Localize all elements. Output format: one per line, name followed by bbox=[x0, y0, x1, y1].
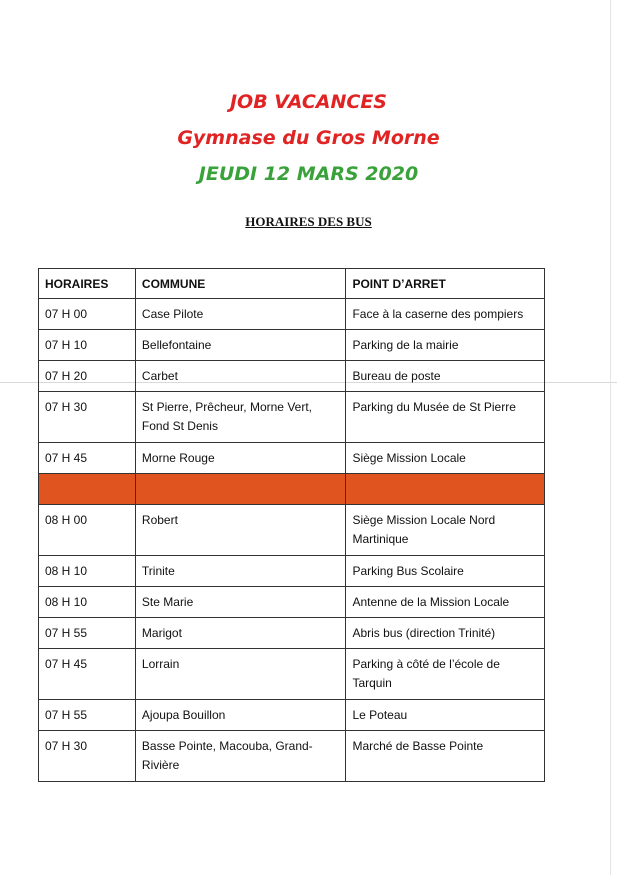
cell-stop: Parking du Musée de St Pierre bbox=[346, 392, 545, 443]
cell-commune: Basse Pointe, Macouba, Grand-Rivière bbox=[135, 731, 346, 782]
title-block bbox=[0, 84, 617, 192]
table-header-row bbox=[39, 269, 545, 299]
cell-commune: Morne Rouge bbox=[135, 443, 346, 474]
header-commune: COMMUNE bbox=[135, 269, 346, 299]
cell-time: 07 H 10 bbox=[39, 330, 136, 361]
cell-stop: Parking à côté de l’école de Tarquin bbox=[346, 649, 545, 700]
cell-time: 07 H 55 bbox=[39, 618, 136, 649]
cell-time: 07 H 45 bbox=[39, 649, 136, 700]
cell-stop: Abris bus (direction Trinité) bbox=[346, 618, 545, 649]
separator-row bbox=[39, 474, 545, 505]
table-row bbox=[39, 649, 545, 700]
separator-cell bbox=[346, 474, 545, 505]
table-row bbox=[39, 330, 545, 361]
cell-commune: Ajoupa Bouillon bbox=[135, 700, 346, 731]
title-date: JEUDI 12 MARS 2020 bbox=[198, 163, 419, 185]
cell-time: 07 H 45 bbox=[39, 443, 136, 474]
table-row bbox=[39, 443, 545, 474]
separator-cell bbox=[135, 474, 346, 505]
cell-stop: Bureau de poste bbox=[346, 361, 545, 392]
table-row bbox=[39, 361, 545, 392]
cell-time: 07 H 20 bbox=[39, 361, 136, 392]
cell-stop: Siège Mission Locale Nord Martinique bbox=[346, 505, 545, 556]
cell-time: 08 H 10 bbox=[39, 556, 136, 587]
cell-stop: Marché de Basse Pointe bbox=[346, 731, 545, 782]
table-row bbox=[39, 700, 545, 731]
cell-commune: Bellefontaine bbox=[135, 330, 346, 361]
cell-commune: Marigot bbox=[135, 618, 346, 649]
header-horaires: HORAIRES bbox=[39, 269, 136, 299]
cell-commune: Trinite bbox=[135, 556, 346, 587]
bus-schedule-table bbox=[38, 268, 545, 782]
cell-time: 08 H 00 bbox=[39, 505, 136, 556]
table-row bbox=[39, 731, 545, 782]
header-point-arret: POINT D’ARRET bbox=[346, 269, 545, 299]
cell-time: 07 H 30 bbox=[39, 392, 136, 443]
cell-time: 07 H 00 bbox=[39, 299, 136, 330]
cell-time: 07 H 55 bbox=[39, 700, 136, 731]
cell-stop: Face à la caserne des pompiers bbox=[346, 299, 545, 330]
cell-stop: Parking de la mairie bbox=[346, 330, 545, 361]
cell-stop: Le Poteau bbox=[346, 700, 545, 731]
table-row bbox=[39, 618, 545, 649]
table-row bbox=[39, 587, 545, 618]
cell-commune: Robert bbox=[135, 505, 346, 556]
cell-stop: Antenne de la Mission Locale bbox=[346, 587, 545, 618]
subtitle-bus-schedule: HORAIRES DES BUS bbox=[245, 214, 372, 229]
table-row bbox=[39, 392, 545, 443]
title-venue: Gymnase du Gros Morne bbox=[177, 127, 440, 149]
separator-cell bbox=[39, 474, 136, 505]
cell-commune: Lorrain bbox=[135, 649, 346, 700]
cell-stop: Siège Mission Locale bbox=[346, 443, 545, 474]
table-row bbox=[39, 299, 545, 330]
cell-time: 07 H 30 bbox=[39, 731, 136, 782]
cell-commune: St Pierre, Prêcheur, Morne Vert, Fond St Denis bbox=[135, 392, 346, 443]
table-row bbox=[39, 556, 545, 587]
cell-commune: Case Pilote bbox=[135, 299, 346, 330]
table-row bbox=[39, 505, 545, 556]
cell-commune: Carbet bbox=[135, 361, 346, 392]
cell-stop: Parking Bus Scolaire bbox=[346, 556, 545, 587]
cell-commune: Ste Marie bbox=[135, 587, 346, 618]
cell-time: 08 H 10 bbox=[39, 587, 136, 618]
title-job-vacances: JOB VACANCES bbox=[229, 91, 387, 113]
